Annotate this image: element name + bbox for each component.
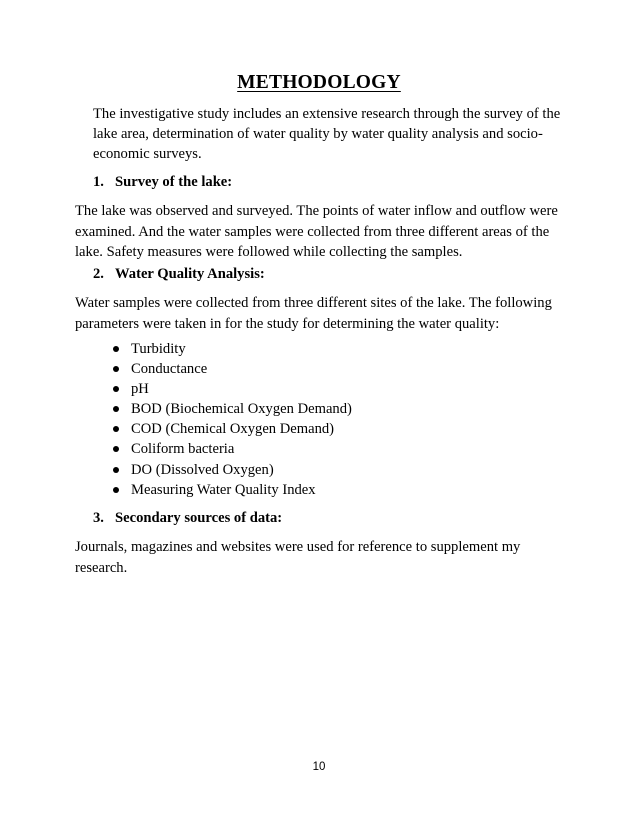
list-item: COD (Chemical Oxygen Demand) bbox=[111, 419, 352, 439]
list-item: DO (Dissolved Oxygen) bbox=[111, 460, 352, 480]
parameter-list bbox=[111, 339, 352, 500]
bullet-icon bbox=[113, 467, 119, 473]
section-heading-text: Secondary sources of data: bbox=[115, 510, 283, 526]
intro-paragraph: The investigative study includes an extensive research through the survey of the lake area, determination of water quality by water quality analysis and socio-economic surveys. bbox=[93, 106, 561, 162]
section-body-secondary-sources: Journals, magazines and websites were used for reference to supplement my research. bbox=[75, 539, 521, 576]
section-heading-text: Survey of the lake: bbox=[115, 174, 233, 190]
bullet-icon bbox=[113, 406, 119, 412]
bullet-icon bbox=[113, 487, 119, 493]
bullet-icon bbox=[113, 346, 119, 352]
section-body-water-quality: Water samples were collected from three different sites of the lake. The following parameters were taken in for the study for determining the water quality: bbox=[75, 295, 552, 332]
bullet-icon bbox=[113, 386, 119, 392]
list-item: BOD (Biochemical Oxygen Demand) bbox=[111, 399, 352, 419]
list-item: Measuring Water Quality Index bbox=[111, 480, 352, 500]
section-heading-secondary-sources bbox=[93, 508, 282, 528]
page-title: METHODOLOGY bbox=[237, 72, 401, 93]
section-heading-survey bbox=[93, 172, 232, 192]
section-heading-water-quality bbox=[93, 264, 265, 284]
list-item: Coliform bacteria bbox=[111, 439, 352, 459]
bullet-icon bbox=[113, 426, 119, 432]
bullet-icon bbox=[113, 366, 119, 372]
page-number: 10 bbox=[312, 761, 326, 773]
section-number: 1. bbox=[93, 174, 104, 190]
list-item: Conductance bbox=[111, 359, 352, 379]
section-number: 2. bbox=[93, 266, 104, 282]
list-item: Turbidity bbox=[111, 339, 352, 359]
section-body-survey: The lake was observed and surveyed. The points of water inflow and outflow were examined. And the water samples were collected from three different areas of the lake. Safety measures were followed while collecting the samples. bbox=[75, 203, 558, 260]
section-heading-text: Water Quality Analysis: bbox=[115, 266, 265, 282]
bullet-icon bbox=[113, 446, 119, 452]
section-number: 3. bbox=[93, 510, 104, 526]
list-item: pH bbox=[111, 379, 352, 399]
